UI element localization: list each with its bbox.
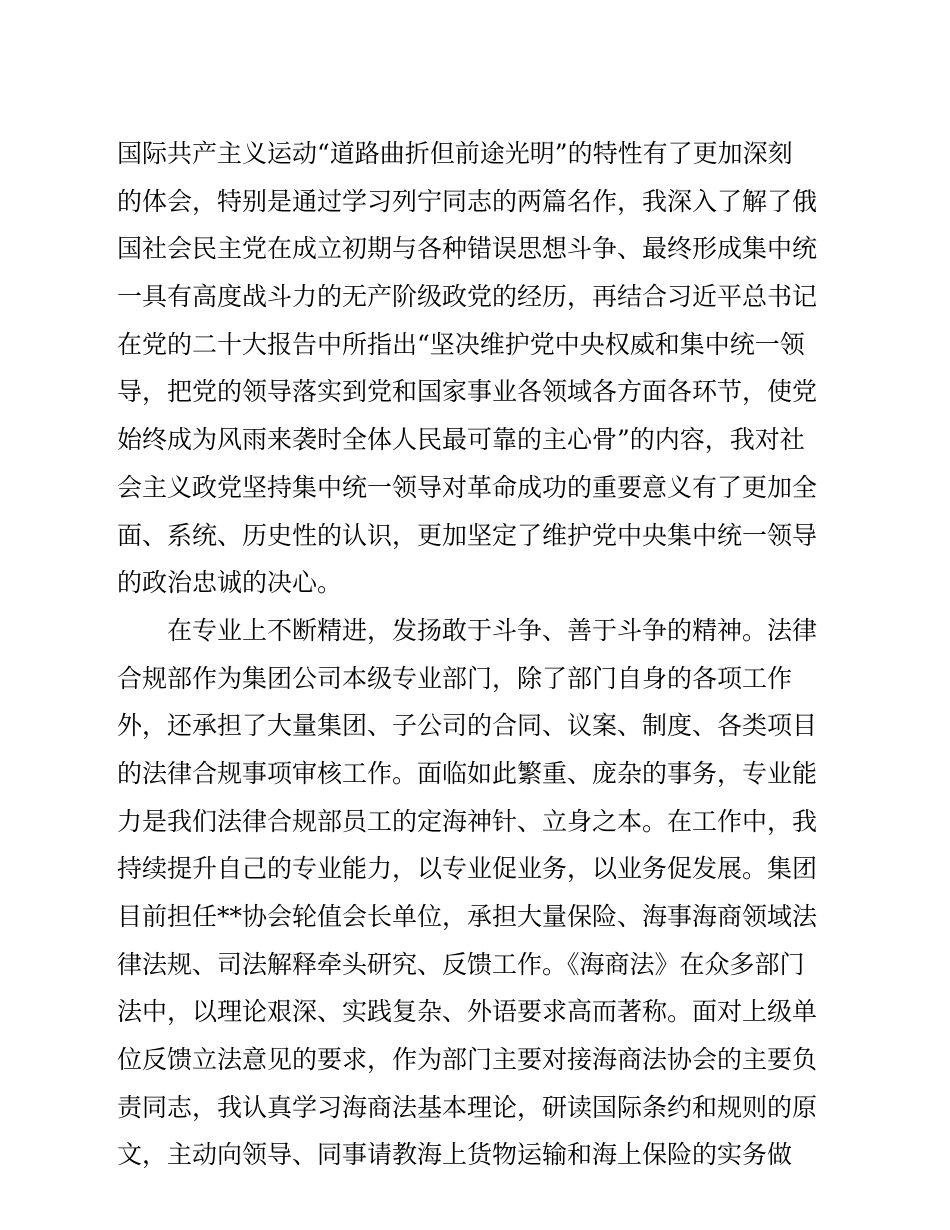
text-line: 一具有高度战斗力的无产阶级政党的经历，再结合习近平总书记 xyxy=(117,282,817,312)
text-line: 法中，以理论艰深、实践复杂、外语要求高而著称。面对上级单 xyxy=(117,997,817,1027)
text-line: 文，主动向领导、同事请教海上货物运输和海上保险的实务做 xyxy=(117,1140,793,1170)
text-line: 的体会，特别是通过学习列宁同志的两篇名作，我深入了解了俄 xyxy=(117,186,817,216)
text-line: 导，把党的领导落实到党和国家事业各领域各方面各环节，使党 xyxy=(117,377,817,407)
text-line: 在专业上不断精进，发扬敢于斗争、善于斗争的精神。法律 xyxy=(117,615,817,645)
text-line: 的政治忠诚的决心。 xyxy=(117,568,343,598)
text-line: 力是我们法律合规部员工的定海神针、立身之本。在工作中，我 xyxy=(117,806,817,836)
text-line: 目前担任**协会轮值会长单位，承担大量保险、海事海商领域法 xyxy=(117,902,817,931)
body-text xyxy=(117,130,817,1179)
text-line: 会主义政党坚持集中统一领导对革命成功的重要意义有了更加全 xyxy=(117,472,817,502)
text-line: 律法规、司法解释牵头研究、反馈工作。《海商法》在众多部门 xyxy=(117,949,805,979)
text-line: 责同志，我认真学习海商法基本理论，研读国际条约和规则的原 xyxy=(117,1092,817,1122)
text-line: 面、系统、历史性的认识，更加坚定了维护党中央集中统一领导 xyxy=(117,520,817,550)
text-line: 外，还承担了大量集团、子公司的合同、议案、制度、各类项目 xyxy=(117,711,817,741)
text-line: 始终成为风雨来袭时全体人民最可靠的主心骨”的内容，我对社 xyxy=(117,425,805,455)
text-line: 在党的二十大报告中所指出“坚决维护党中央权威和集中统一领 xyxy=(117,329,805,359)
text-line: 位反馈立法意见的要求，作为部门主要对接海商法协会的主要负 xyxy=(117,1045,817,1075)
text-line: 持续提升自己的专业能力，以专业促业务，以业务促发展。集团 xyxy=(117,854,817,884)
text-line: 的法律合规事项审核工作。面临如此繁重、庞杂的事务，专业能 xyxy=(117,758,817,788)
text-line: 国社会民主党在成立初期与各种错误思想斗争、最终形成集中统 xyxy=(117,234,817,264)
text-line: 国际共产主义运动“道路曲折但前途光明”的特性有了更加深刻 xyxy=(117,139,793,168)
text-line: 合规部作为集团公司本级专业部门，除了部门自身的各项工作 xyxy=(117,663,793,693)
